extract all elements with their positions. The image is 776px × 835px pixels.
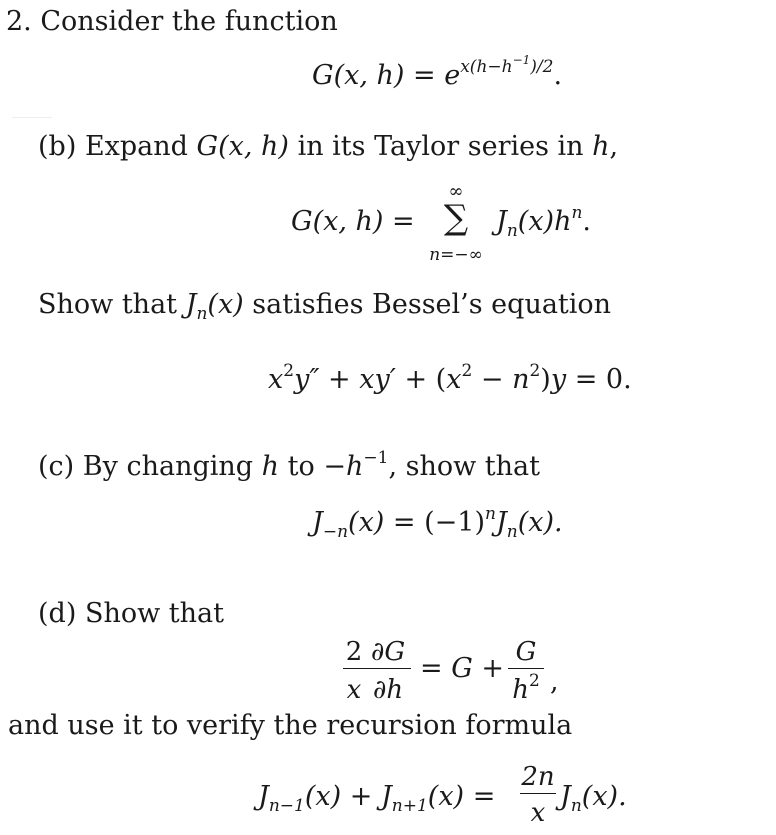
part-c-text-after: , show that xyxy=(388,451,540,482)
taylor-series-term xyxy=(496,203,592,242)
series-term-sub: n xyxy=(506,221,518,242)
part-c-statement xyxy=(38,448,540,482)
rec-J1-arg: (x) xyxy=(304,781,342,812)
show-rest: satisfies Bessel’s equation xyxy=(252,289,612,320)
bessel-plus2: + xyxy=(404,364,428,395)
bessel-x: x xyxy=(268,364,284,395)
frac3-numerator: G xyxy=(515,637,537,667)
frac1-numerator: 2 xyxy=(345,637,363,667)
sym-rhs-paren: (−1) xyxy=(424,507,486,538)
rec-J1: J xyxy=(258,781,269,812)
sym-lhs-J: J xyxy=(312,507,323,538)
bessel-xyp: xy′ xyxy=(359,364,396,395)
identity-G: G xyxy=(451,653,473,684)
problem-intro: Consider the function xyxy=(40,6,338,37)
part-c-text-before: By changing xyxy=(82,451,254,482)
fraction-2n-over-x xyxy=(520,762,556,834)
rec-J3-arg: (x). xyxy=(581,781,627,812)
rec-J2-sub: n+1 xyxy=(391,796,428,817)
part-b-text-before: Expand xyxy=(84,131,188,162)
part-b-label: (b) xyxy=(38,131,77,162)
bessel-equation xyxy=(268,361,632,395)
problem-number: 2. xyxy=(6,6,32,37)
rec-J1-sub: n−1 xyxy=(268,796,305,817)
bessel-y: y xyxy=(550,364,567,395)
rec-J2-arg: (x) xyxy=(427,781,465,812)
part-b-variable: h xyxy=(592,131,610,162)
gen-exponent: x(h−h−1)/2 xyxy=(460,53,554,77)
sym-equals: = xyxy=(392,507,416,538)
bessel-paren-close: ) xyxy=(540,364,551,395)
sym-rhs-sub: n xyxy=(506,522,518,543)
frac3-bar xyxy=(508,668,544,669)
identity-comma: , xyxy=(550,666,559,697)
summation-symbol xyxy=(412,181,500,271)
frac3-denominator xyxy=(508,671,544,705)
gen-end: . xyxy=(553,60,563,91)
sum-lower-limit: n=−∞ xyxy=(429,245,483,265)
problem-header xyxy=(6,8,338,35)
frac2-denominator: ∂h xyxy=(372,675,404,705)
sym-rhs-arg: (x). xyxy=(517,507,563,538)
part-c-neg-h: −h xyxy=(323,451,364,482)
gen-lhs: G(x, h) xyxy=(312,60,405,91)
sym-lhs-sub: −n xyxy=(322,522,349,543)
rec-J3: J xyxy=(560,781,571,812)
series-end: . xyxy=(582,206,592,237)
identity-plus: + xyxy=(481,653,505,684)
fraction-2-over-x xyxy=(343,637,365,707)
series-term-arg: (x)h xyxy=(517,206,572,237)
bessel-x2: x xyxy=(446,364,462,395)
sym-rhs-J: J xyxy=(495,507,507,538)
show-J: J xyxy=(185,289,197,320)
frac2-bar xyxy=(365,668,411,669)
part-d-text-after: and use it to verify the recursion formula xyxy=(8,710,573,741)
identity-equals: = xyxy=(420,653,443,684)
part-b-text-middle: in its Taylor series in xyxy=(297,131,584,162)
symmetry-relation xyxy=(312,504,563,543)
frac2-numerator: ∂G xyxy=(370,637,406,667)
rec-frac-numerator: 2n xyxy=(521,762,555,792)
rec-frac-bar xyxy=(520,793,556,794)
rec-plus: + xyxy=(349,781,373,812)
identity-middle xyxy=(420,655,504,682)
bessel-equals: = xyxy=(574,364,598,395)
bessel-ypp: y″ xyxy=(294,364,320,395)
series-term-sup: n xyxy=(571,203,583,223)
bessel-rhs: 0. xyxy=(605,364,632,395)
bessel-plus1: + xyxy=(328,364,351,395)
frac1-denominator: x xyxy=(346,675,362,705)
part-d-label: (d) xyxy=(38,598,77,629)
frac3-den-sup: 2 xyxy=(528,671,540,692)
part-c-text-to: to xyxy=(287,451,315,482)
show-J-sub: n xyxy=(196,304,208,325)
sym-lhs-arg: (x) xyxy=(348,507,385,538)
part-d-text: Show that xyxy=(84,598,224,629)
part-b-text-end: , xyxy=(609,131,619,162)
frac1-bar xyxy=(343,668,365,669)
gen-base: e xyxy=(444,60,461,91)
part-b-statement xyxy=(38,133,618,160)
show-J-arg: (x) xyxy=(207,289,244,320)
show-text: Show that xyxy=(38,289,178,320)
part-d-statement xyxy=(38,600,224,627)
fraction-dG-dh xyxy=(365,637,411,707)
series-equals: = xyxy=(392,206,415,237)
sym-rhs-sup: n xyxy=(485,504,496,524)
part-b-function: G(x, h) xyxy=(196,131,289,162)
generating-function-equation xyxy=(312,53,563,91)
fraction-G-over-h2 xyxy=(508,637,544,707)
rec-equals: = xyxy=(472,781,496,812)
rec-J2: J xyxy=(380,781,392,812)
bessel-x2-sup: 2 xyxy=(461,361,473,381)
bessel-n: n xyxy=(512,364,530,395)
taylor-series-lhs xyxy=(291,208,415,235)
bessel-statement xyxy=(38,289,612,325)
part-c-h: h xyxy=(261,451,280,482)
sigma-icon: ∑ xyxy=(443,198,469,238)
recursion-lhs xyxy=(258,781,496,817)
gen-equals: = xyxy=(413,60,436,91)
bessel-x-sup: 2 xyxy=(283,361,295,381)
series-term-J: J xyxy=(496,206,507,237)
rec-frac-denominator: x xyxy=(530,798,546,828)
gen-exponent-inner-sup: −1 xyxy=(512,53,531,68)
part-c-label: (c) xyxy=(38,451,75,482)
rec-J3-sub: n xyxy=(570,796,582,817)
series-lhs: G(x, h) xyxy=(291,206,384,237)
bessel-paren-open: ( xyxy=(435,364,447,395)
faint-divider xyxy=(12,117,52,118)
sum-upper-limit: ∞ xyxy=(448,181,464,202)
recursion-rhs xyxy=(560,781,627,817)
bessel-minus: − xyxy=(480,364,504,395)
bessel-n-sup: 2 xyxy=(529,361,541,381)
part-c-neg-h-sup: −1 xyxy=(363,448,389,468)
frac3-den-h: h xyxy=(512,675,529,705)
